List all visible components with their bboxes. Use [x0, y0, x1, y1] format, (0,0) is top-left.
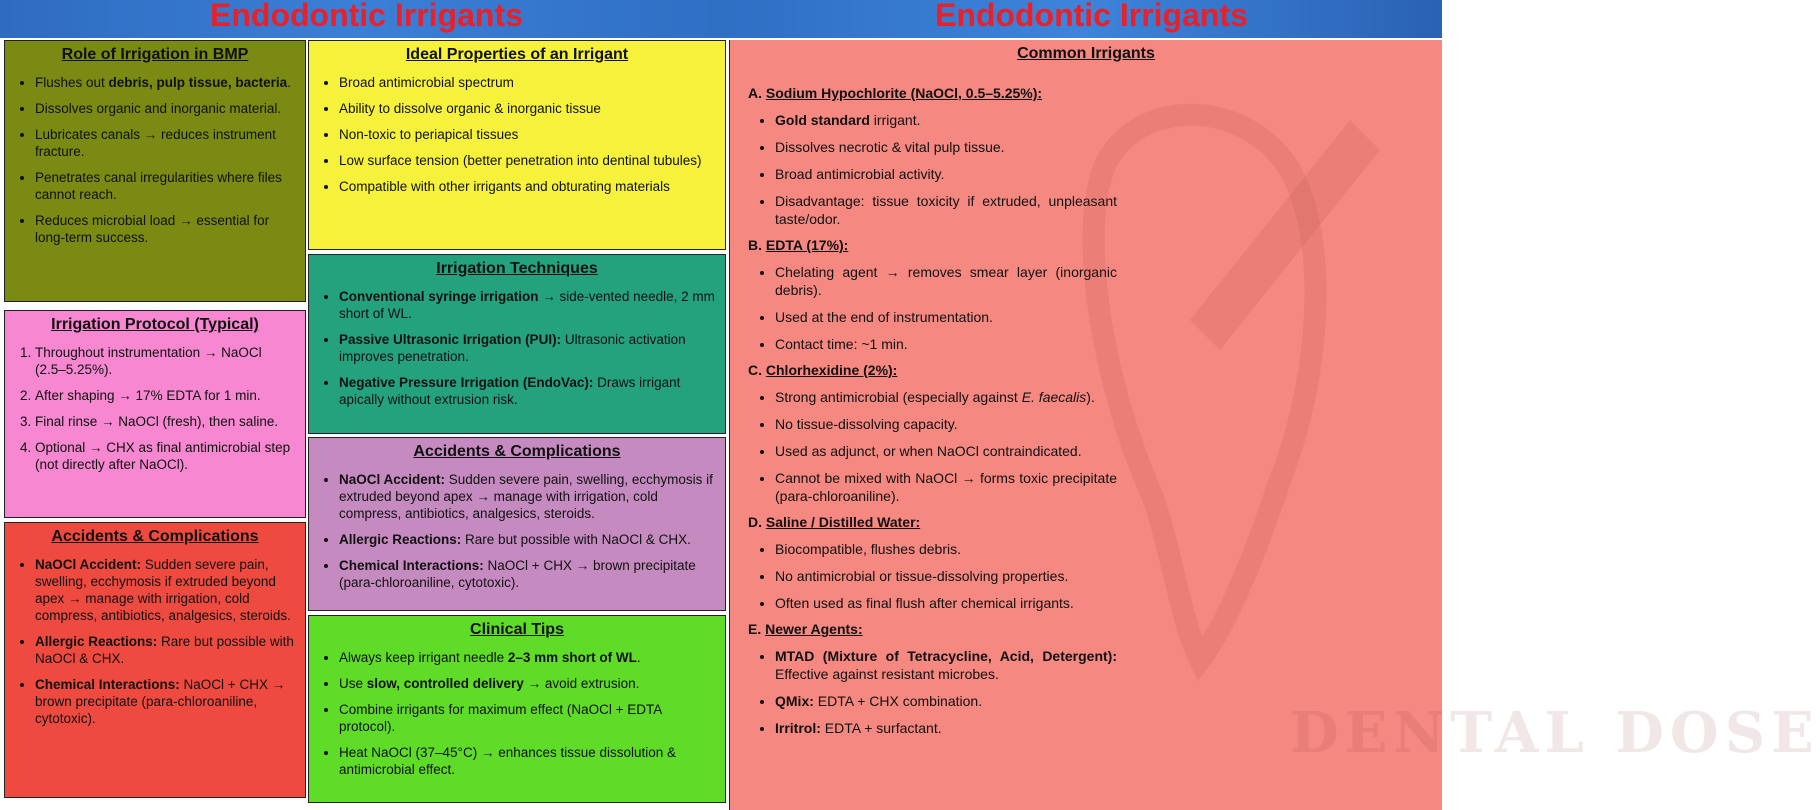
list-item: • Conventional syringe irrigation → side-vented needle, 2 mm short of WL.: [339, 288, 715, 322]
list-item: • Chelating agent → removes smear layer (inorganic debris).: [775, 263, 1117, 299]
role-of-irrigation-panel: [4, 40, 306, 302]
list-item: 1. Throughout instrumentation → NaOCl (2.5–5.25%).: [35, 344, 295, 378]
list-item: 4. Optional → CHX as final antimicrobial step (not directly after NaOCl).: [35, 439, 295, 473]
watermark-text: DENTAL DOSE: [1290, 700, 1820, 766]
page-title-right: Endodontic Irrigants: [935, 0, 1248, 33]
tooth-pencil-watermark-icon: [1060, 60, 1390, 680]
list-item: • Cannot be mixed with NaOCl → forms toxic precipitate (para-chloroaniline).: [775, 469, 1117, 505]
section-heading-saline: D. Saline / Distilled Water:: [748, 514, 921, 530]
list-item: • Gold standard irrigant.: [775, 111, 1117, 129]
list-item: • NaOCl Accident: Sudden severe pain, swelling, ecchymosis if extruded beyond apex → manage with irrigation, cold compress, antibiotics, analgesics, steroids.: [35, 556, 295, 624]
list-item: • Penetrates canal irregularities where files cannot reach.: [35, 169, 295, 203]
section-heading-naocl: A. Sodium Hypochlorite (NaOCl, 0.5–5.25%):: [748, 85, 1043, 101]
section-heading-newer-agents: E. Newer Agents:: [748, 621, 863, 637]
list-item: • Used at the end of instrumentation.: [775, 308, 1117, 326]
list-item: • Compatible with other irrigants and obturating materials: [339, 178, 715, 195]
list-item: • Strong antimicrobial (especially against E. faecalis).: [775, 388, 1117, 406]
list-item: • Broad antimicrobial activity.: [775, 165, 1117, 183]
list-item: • QMix: EDTA + CHX combination.: [775, 692, 1117, 710]
list-item: • MTAD (Mixture of Tetracycline, Acid, Detergent): Effective against resistant microbes.: [775, 647, 1117, 683]
list-item: • Disadvantage: tissue toxicity if extruded, unpleasant taste/odor.: [775, 192, 1117, 228]
list-item: • Allergic Reactions: Rare but possible with NaOCl & CHX.: [35, 633, 295, 667]
list-item: • Low surface tension (better penetration into dentinal tubules): [339, 152, 715, 169]
list-item: • Broad antimicrobial spectrum: [339, 74, 715, 91]
list-item: • Chemical Interactions: NaOCl + CHX → brown precipitate (para-chloroaniline, cytotoxic).: [35, 676, 295, 727]
role-list: [5, 74, 305, 246]
section-heading-chlorhexidine: C. Chlorhexidine (2%):: [748, 362, 898, 378]
ideal-title: Ideal Properties of an Irrigant: [405, 46, 629, 63]
list-item: • Flushes out debris, pulp tissue, bacteria.: [35, 74, 295, 91]
list-item: • Biocompatible, flushes debris.: [775, 540, 1117, 558]
list-item: • Use slow, controlled delivery → avoid extrusion.: [339, 675, 715, 692]
list-item: • Heat NaOCl (37–45°C) → enhances tissue dissolution & antimicrobial effect.: [339, 744, 715, 778]
accidents-complications-panel-middle: [308, 437, 726, 611]
accidents-left-list: [5, 556, 305, 727]
tips-list: [309, 649, 725, 778]
list-item: • NaOCl Accident: Sudden severe pain, swelling, ecchymosis if extruded beyond apex → manage with irrigation, cold compress, antibiotics, analgesics, steroids.: [339, 471, 715, 522]
list-item: • Dissolves necrotic & vital pulp tissue.: [775, 138, 1117, 156]
clinical-tips-panel: [308, 615, 726, 803]
list-item: 3. Final rinse → NaOCl (fresh), then saline.: [35, 413, 295, 430]
list-item: • Lubricates canals → reduces instrument fracture.: [35, 126, 295, 160]
list-item: 2. After shaping → 17% EDTA for 1 min.: [35, 387, 295, 404]
list-item: • No tissue-dissolving capacity.: [775, 415, 1117, 433]
page-title-left: Endodontic Irrigants: [210, 0, 523, 33]
list-item: • Passive Ultrasonic Irrigation (PUI): Ultrasonic activation improves penetration.: [339, 331, 715, 365]
list-item: • Combine irrigants for maximum effect (NaOCl + EDTA protocol).: [339, 701, 715, 735]
list-item: • Non-toxic to periapical tissues: [339, 126, 715, 143]
ideal-list: [309, 74, 725, 195]
irrigation-techniques-panel: [308, 254, 726, 434]
accidents-mid-list: [309, 471, 725, 591]
list-item: • Chemical Interactions: NaOCl + CHX → brown precipitate (para-chloroaniline, cytotoxic).: [339, 557, 715, 591]
accidents-left-title: Accidents & Complications: [51, 528, 259, 545]
list-item: • Negative Pressure Irrigation (EndoVac): Draws irrigant apically without extrusion risk.: [339, 374, 715, 408]
ideal-properties-panel: [308, 40, 726, 250]
list-item: • Irritrol: EDTA + surfactant.: [775, 719, 1117, 737]
protocol-title: Irrigation Protocol (Typical): [51, 316, 259, 333]
section-heading-edta: B. EDTA (17%):: [748, 237, 849, 253]
list-item: • Contact time: ~1 min.: [775, 335, 1117, 353]
irrigation-protocol-panel: [4, 310, 306, 518]
common-irrigants-panel: [729, 40, 1820, 810]
list-item: • Dissolves organic and inorganic material.: [35, 100, 295, 117]
list-item: • Always keep irrigant needle 2–3 mm short of WL.: [339, 649, 715, 666]
header-banner: [0, 0, 1442, 38]
list-item: • Reduces microbial load → essential for long-term success.: [35, 212, 295, 246]
list-item: • Ability to dissolve organic & inorganic tissue: [339, 100, 715, 117]
list-item: • Allergic Reactions: Rare but possible with NaOCl & CHX.: [339, 531, 715, 548]
techniques-title: Irrigation Techniques: [436, 260, 598, 277]
accidents-complications-panel-left: [4, 522, 306, 798]
common-title: Common Irrigants: [1017, 45, 1155, 62]
protocol-list: [5, 344, 305, 473]
list-item: • No antimicrobial or tissue-dissolving properties.: [775, 567, 1117, 585]
accidents-mid-title: Accidents & Complications: [413, 443, 621, 460]
tips-title: Clinical Tips: [470, 621, 564, 638]
list-item: • Used as adjunct, or when NaOCl contraindicated.: [775, 442, 1117, 460]
role-title: Role of Irrigation in BMP: [61, 46, 249, 63]
techniques-list: [309, 288, 725, 408]
list-item: • Often used as final flush after chemical irrigants.: [775, 594, 1117, 612]
